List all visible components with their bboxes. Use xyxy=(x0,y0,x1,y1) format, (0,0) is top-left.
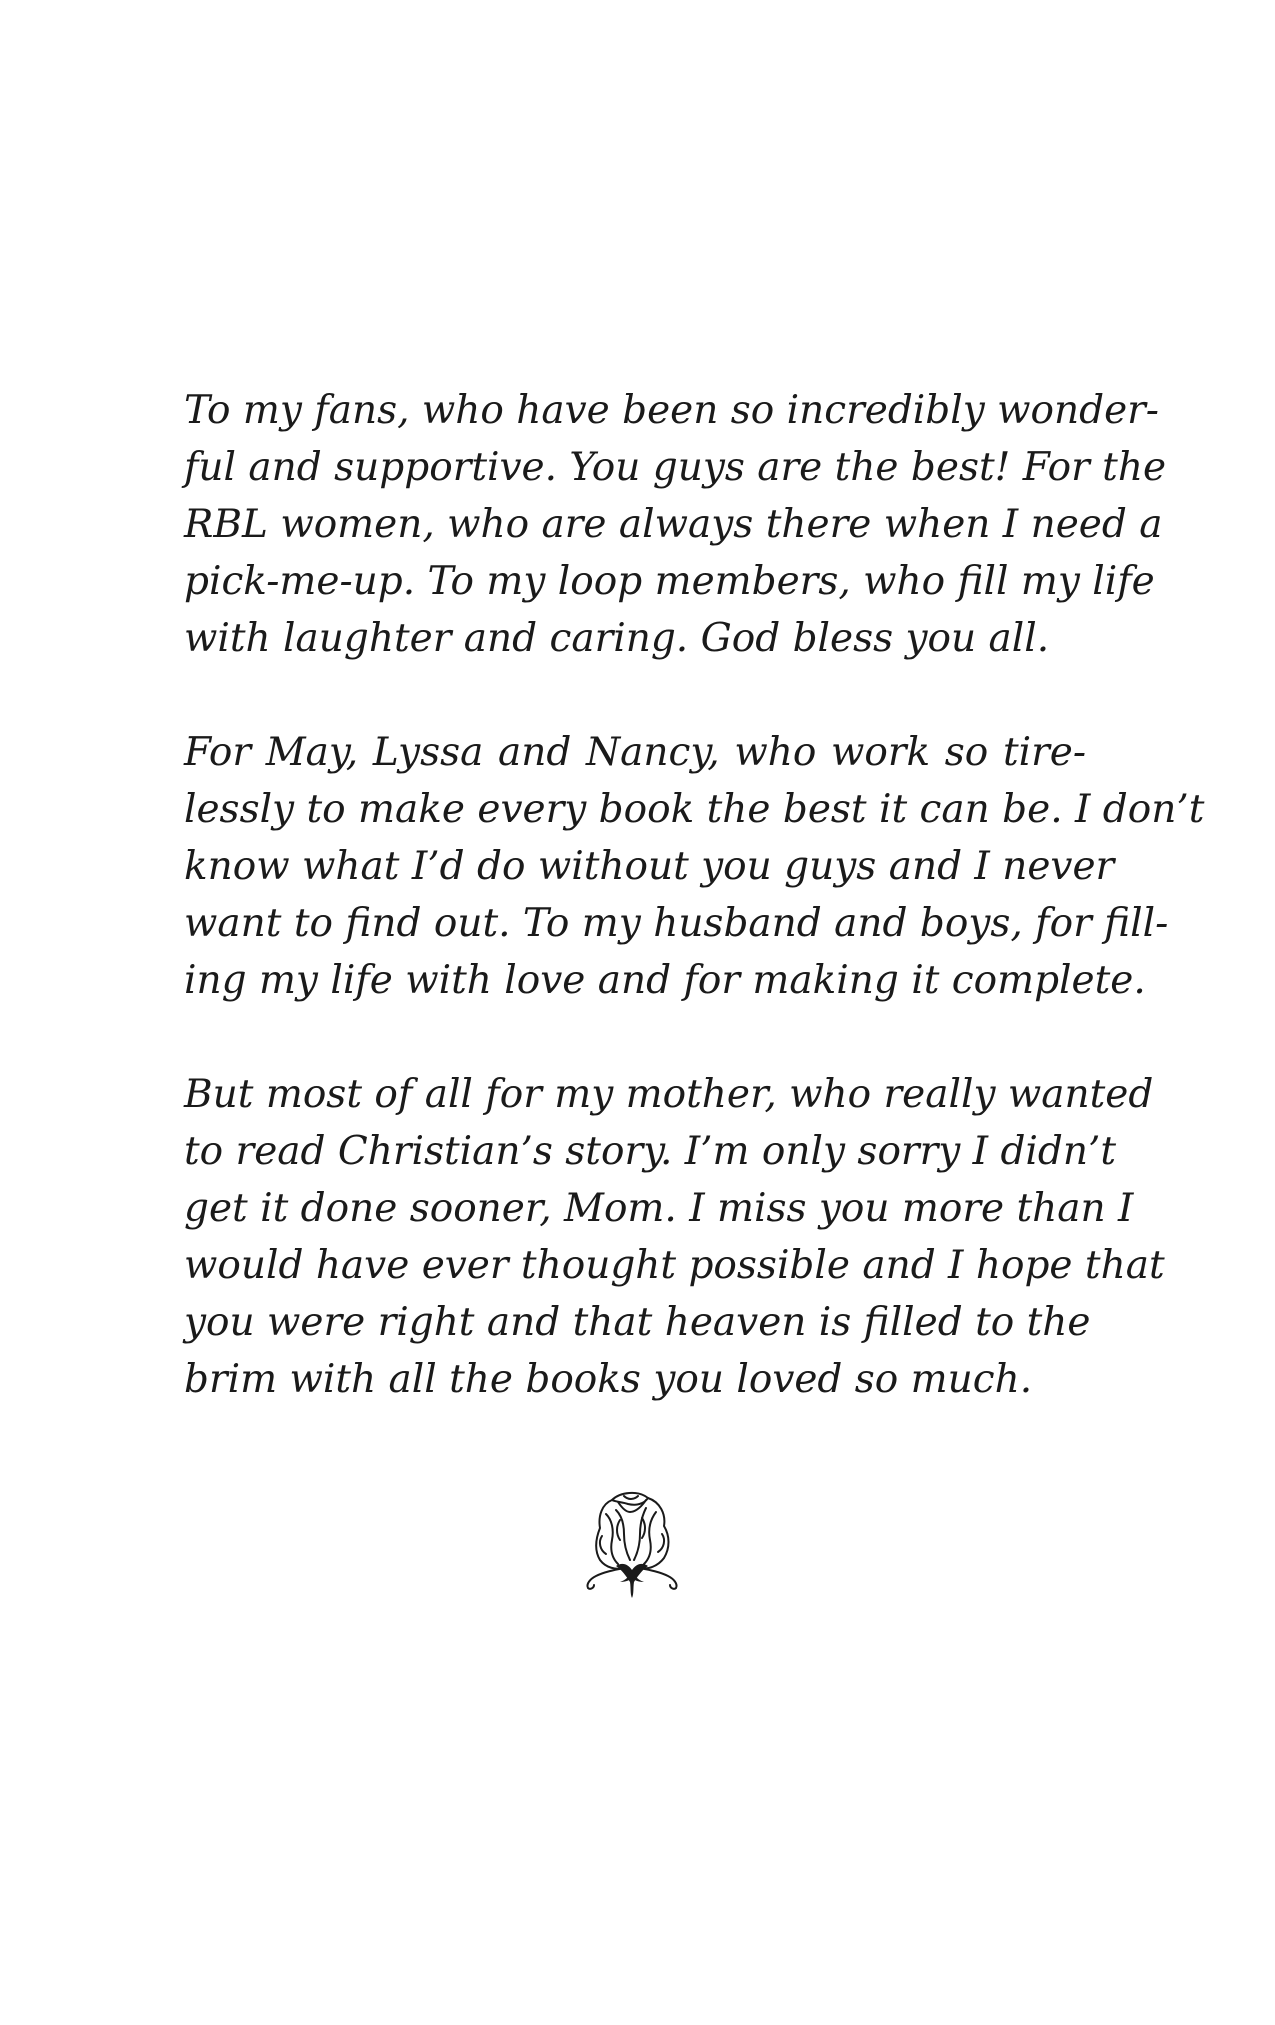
text-line: RBL women, who are always there when I need a xyxy=(184,502,1163,547)
dedication-paragraph-1 xyxy=(184,382,1167,667)
text-line: get it done sooner, Mom. I miss you more than I xyxy=(184,1186,1134,1231)
rose-bud-icon xyxy=(576,1490,688,1600)
dedication-paragraph-3 xyxy=(184,1066,1165,1408)
dedication-paragraph-2 xyxy=(184,724,1205,1009)
text-line: pick-me-up. To my loop members, who fill my life xyxy=(184,559,1155,604)
text-line: with laughter and caring. God bless you all. xyxy=(184,616,1050,661)
text-line: would have ever thought possible and I hope that xyxy=(184,1243,1165,1288)
text-line: brim with all the books you loved so much. xyxy=(184,1357,1033,1402)
text-line: lessly to make every book the best it can be. I don’t xyxy=(184,787,1205,832)
text-line: For May, Lyssa and Nancy, who work so tire- xyxy=(184,730,1086,775)
text-line: you were right and that heaven is filled to the xyxy=(184,1300,1091,1345)
text-line: ful and supportive. You guys are the best! For the xyxy=(184,445,1167,490)
text-line: to read Christian’s story. I’m only sorry I didn’t xyxy=(184,1129,1117,1174)
dedication-text xyxy=(184,382,1205,1465)
text-line: But most of all for my mother, who really wanted xyxy=(184,1072,1154,1117)
text-line: want to find out. To my husband and boys, for fill- xyxy=(184,901,1169,946)
text-line: ing my life with love and for making it complete. xyxy=(184,958,1146,1003)
text-line: know what I’d do without you guys and I never xyxy=(184,844,1115,889)
text-line: To my fans, who have been so incredibly wonder- xyxy=(184,388,1159,433)
